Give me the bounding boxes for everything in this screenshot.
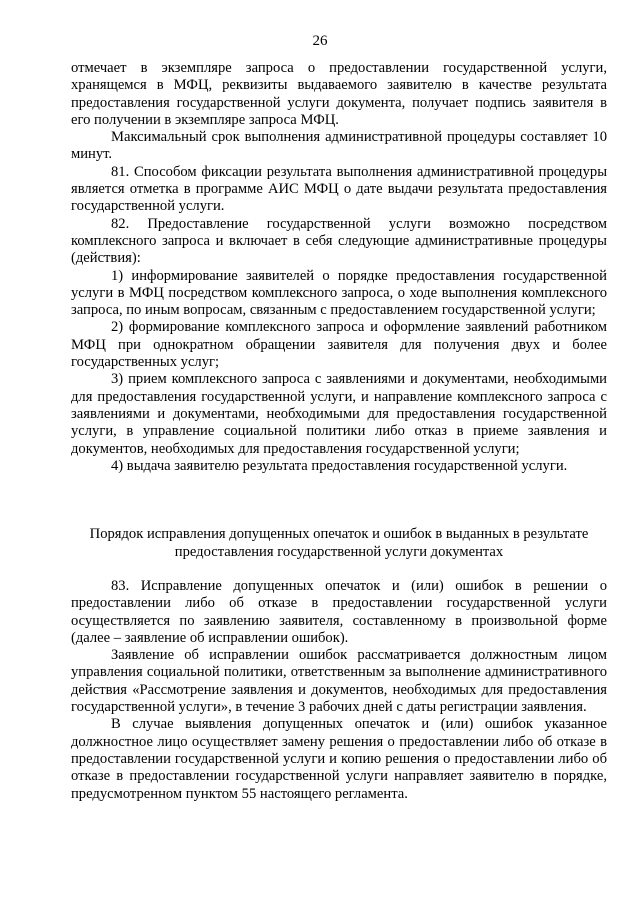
paragraph-max-time: Максимальный срок выполнения административной процедуры составляет 10 минут.: [71, 129, 607, 163]
section-heading: [71, 526, 607, 561]
page-number: 26: [312, 33, 328, 49]
section-heading-line-2: предоставления государственной услуги документах: [174, 543, 504, 560]
top-text-block: [71, 60, 607, 475]
paragraph-continuation: отмечает в экземпляре запроса о предоставлении государственной услуги, хранящемся в МФЦ, реквизиты выдаваемого заявителю в качестве результата предоставления государственной услуги документа, получает подпись заявителя в его получении в экземпляре запроса МФЦ.: [71, 60, 607, 128]
section-heading-line-1: Порядок исправления допущенных опечаток и ошибок в выданных в результате: [89, 526, 589, 542]
bottom-text-block: [71, 578, 607, 803]
paragraph-83: 83. Исправление допущенных опечаток и (или) ошибок в решении о предоставлении либо об отказе в предоставлении государственной услуги осуществляется по заявлению заявителя, составленному в произвольной форме (далее – заявление об исправлении ошибок).: [71, 578, 607, 646]
list-item-4: 4) выдача заявителю результата предоставления государственной услуги.: [111, 457, 568, 474]
list-item-1: 1) информирование заявителей о порядке предоставления государственной услуги в МФЦ посредством комплексного запроса, о ходе выполнения комплексного запроса, по иным вопросам, связанным с предоставлением государственной услуги;: [71, 267, 607, 319]
paragraph-81: 81. Способом фиксации результата выполнения административной процедуры является отметка в программе АИС МФЦ о дате выдачи результата предоставления государственной услуги.: [71, 163, 607, 215]
paragraph-correction-replacement: В случае выявления допущенных опечаток и (или) ошибок указанное должностное лицо осуществляет замену решения о предоставлении либо об отказе в предоставлении государственной услуги и копию решения о предоставлении либо об отказе в предоставлении государственной услуги направляет заявителю в порядке, предусмотренном пунктом 55 настоящего регламента.: [71, 716, 607, 802]
list-item-2: 2) формирование комплексного запроса и оформление заявлений работником МФЦ при однократном обращении заявителя для получения двух и более государственных услуг;: [71, 319, 607, 371]
paragraph-82: 82. Предоставление государственной услуги возможно посредством комплексного запроса и включает в себя следующие административные процедуры (действия):: [71, 215, 607, 267]
list-item-3: 3) прием комплексного запроса с заявлениями и документами, необходимыми для предоставления государственной услуги, и направление комплексного запроса с заявлениями и документами, необходимыми для предоставления государственной услуги, в управление социальной политики либо отказ в приеме заявления и документов, необходимых для предоставления государственной услуги;: [71, 371, 607, 457]
paragraph-correction-review: Заявление об исправлении ошибок рассматривается должностным лицом управления социальной политики, ответственным за выполнение административного действия «Рассмотрение заявления и документов, необходимых для предоставления государственной услуги», в течение 3 рабочих дней с даты регистрации заявления.: [71, 647, 607, 716]
